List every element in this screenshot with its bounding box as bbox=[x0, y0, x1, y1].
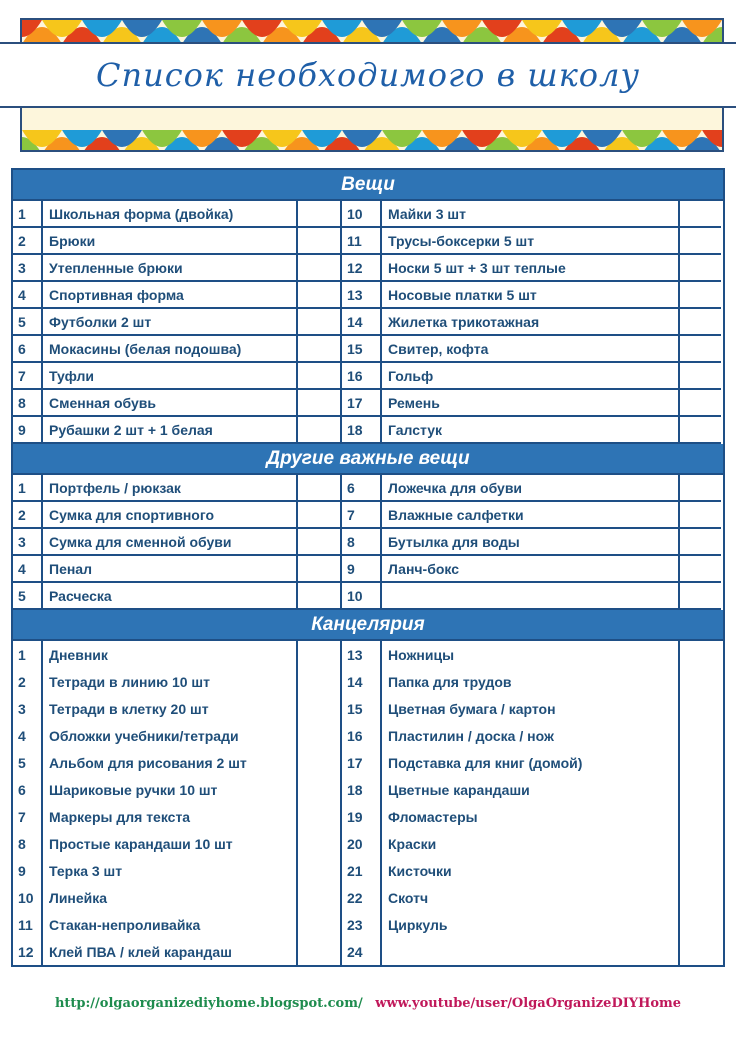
checkbox-cell[interactable] bbox=[298, 336, 342, 363]
item-number: 8 bbox=[13, 390, 43, 417]
item-label: Папка для трудов bbox=[382, 668, 680, 695]
item-label: Сменная обувь bbox=[43, 390, 298, 417]
item-number: 13 bbox=[342, 282, 382, 309]
checkbox-cell[interactable] bbox=[298, 502, 342, 529]
checkbox-cell[interactable] bbox=[298, 556, 342, 583]
checkbox-cell[interactable] bbox=[680, 201, 721, 228]
item-number: 2 bbox=[13, 502, 43, 529]
checkbox-cell[interactable] bbox=[680, 529, 721, 556]
item-label: Маркеры для текста bbox=[43, 803, 298, 830]
checkbox-cell[interactable] bbox=[680, 309, 721, 336]
item-number: 9 bbox=[13, 857, 43, 884]
checkbox-cell[interactable] bbox=[680, 475, 721, 502]
checkbox-cell[interactable] bbox=[298, 911, 342, 938]
checkbox-cell[interactable] bbox=[680, 556, 721, 583]
section-heading: Другие важные вещи bbox=[13, 444, 723, 475]
item-number: 5 bbox=[13, 749, 43, 776]
item-label: Шариковые ручки 10 шт bbox=[43, 776, 298, 803]
item-number: 10 bbox=[342, 201, 382, 228]
item-label: Брюки bbox=[43, 228, 298, 255]
item-number: 2 bbox=[13, 668, 43, 695]
item-label: Сумка для сменной обуви bbox=[43, 529, 298, 556]
checkbox-cell[interactable] bbox=[680, 668, 721, 695]
item-number: 3 bbox=[13, 695, 43, 722]
item-number: 8 bbox=[13, 830, 43, 857]
item-label: Скотч bbox=[382, 884, 680, 911]
checkbox-cell[interactable] bbox=[680, 803, 721, 830]
item-number: 6 bbox=[13, 776, 43, 803]
checkbox-cell[interactable] bbox=[298, 776, 342, 803]
item-label: Подставка для книг (домой) bbox=[382, 749, 680, 776]
footer bbox=[0, 996, 736, 1011]
item-label: Линейка bbox=[43, 884, 298, 911]
checklist-table bbox=[11, 168, 725, 967]
checkbox-cell[interactable] bbox=[680, 363, 721, 390]
checkbox-cell[interactable] bbox=[680, 911, 721, 938]
checkbox-cell[interactable] bbox=[680, 228, 721, 255]
checkbox-cell[interactable] bbox=[298, 803, 342, 830]
item-number: 16 bbox=[342, 722, 382, 749]
item-label: Дневник bbox=[43, 641, 298, 668]
item-label: Пенал bbox=[43, 556, 298, 583]
section-heading: Канцелярия bbox=[13, 610, 723, 641]
item-number: 18 bbox=[342, 417, 382, 444]
item-label: Галстук bbox=[382, 417, 680, 444]
item-label: Альбом для рисования 2 шт bbox=[43, 749, 298, 776]
checkbox-cell[interactable] bbox=[680, 641, 721, 668]
checkbox-cell[interactable] bbox=[298, 228, 342, 255]
item-label: Простые карандаши 10 шт bbox=[43, 830, 298, 857]
item-label: Рубашки 2 шт + 1 белая bbox=[43, 417, 298, 444]
checkbox-cell[interactable] bbox=[680, 722, 721, 749]
item-label: Цветные карандаши bbox=[382, 776, 680, 803]
item-number: 16 bbox=[342, 363, 382, 390]
checkbox-cell[interactable] bbox=[298, 309, 342, 336]
checkbox-cell[interactable] bbox=[298, 583, 342, 610]
item-number: 19 bbox=[342, 803, 382, 830]
item-label: Майки 3 шт bbox=[382, 201, 680, 228]
checkbox-cell[interactable] bbox=[298, 417, 342, 444]
checkbox-cell[interactable] bbox=[680, 857, 721, 884]
item-label bbox=[382, 938, 680, 965]
checkbox-cell[interactable] bbox=[680, 830, 721, 857]
item-label: Цветная бумага / картон bbox=[382, 695, 680, 722]
section-grid bbox=[13, 201, 723, 444]
item-number: 1 bbox=[13, 475, 43, 502]
item-label: Жилетка трикотажная bbox=[382, 309, 680, 336]
item-label: Ножницы bbox=[382, 641, 680, 668]
item-number: 2 bbox=[13, 228, 43, 255]
item-number: 1 bbox=[13, 641, 43, 668]
checkbox-cell[interactable] bbox=[298, 282, 342, 309]
checkbox-cell[interactable] bbox=[298, 749, 342, 776]
item-label: Влажные салфетки bbox=[382, 502, 680, 529]
item-number: 6 bbox=[13, 336, 43, 363]
item-label: Пластилин / доска / нож bbox=[382, 722, 680, 749]
item-number: 24 bbox=[342, 938, 382, 965]
blog-link[interactable]: http://olgaorganizediyhome.blogspot.com/ bbox=[54, 996, 363, 1011]
item-label: Утепленные брюки bbox=[43, 255, 298, 282]
item-label: Кисточки bbox=[382, 857, 680, 884]
banner-scallop bbox=[722, 20, 724, 37]
item-number: 4 bbox=[13, 722, 43, 749]
section-grid bbox=[13, 475, 723, 610]
item-label: Носки 5 шт + 3 шт теплые bbox=[382, 255, 680, 282]
item-number: 6 bbox=[342, 475, 382, 502]
checkbox-cell[interactable] bbox=[298, 857, 342, 884]
item-label: Циркуль bbox=[382, 911, 680, 938]
checkbox-cell[interactable] bbox=[298, 884, 342, 911]
checkbox-cell[interactable] bbox=[298, 668, 342, 695]
checkbox-cell[interactable] bbox=[680, 583, 721, 610]
checkbox-cell[interactable] bbox=[298, 201, 342, 228]
item-label: Ремень bbox=[382, 390, 680, 417]
checkbox-cell[interactable] bbox=[298, 390, 342, 417]
item-label: Терка 3 шт bbox=[43, 857, 298, 884]
item-number: 10 bbox=[342, 583, 382, 610]
item-label: Обложки учебники/тетради bbox=[43, 722, 298, 749]
item-label: Фломастеры bbox=[382, 803, 680, 830]
item-number: 18 bbox=[342, 776, 382, 803]
item-number: 5 bbox=[13, 309, 43, 336]
checkbox-cell[interactable] bbox=[298, 695, 342, 722]
item-number: 1 bbox=[13, 201, 43, 228]
item-label: Расческа bbox=[43, 583, 298, 610]
item-label: Краски bbox=[382, 830, 680, 857]
checkbox-cell[interactable] bbox=[680, 502, 721, 529]
item-label: Школьная форма (двойка) bbox=[43, 201, 298, 228]
item-number: 7 bbox=[13, 363, 43, 390]
item-number: 17 bbox=[342, 749, 382, 776]
item-number: 14 bbox=[342, 668, 382, 695]
item-number: 10 bbox=[13, 884, 43, 911]
item-number: 11 bbox=[342, 228, 382, 255]
item-number: 3 bbox=[13, 255, 43, 282]
item-number: 15 bbox=[342, 695, 382, 722]
checkbox-cell[interactable] bbox=[298, 529, 342, 556]
checkbox-cell[interactable] bbox=[680, 282, 721, 309]
item-label: Ложечка для обуви bbox=[382, 475, 680, 502]
section-heading: Вещи bbox=[13, 170, 723, 201]
item-label: Трусы-боксерки 5 шт bbox=[382, 228, 680, 255]
item-number: 15 bbox=[342, 336, 382, 363]
item-label: Стакан-непроливайка bbox=[43, 911, 298, 938]
item-label: Мокасины (белая подошва) bbox=[43, 336, 298, 363]
item-number: 13 bbox=[342, 641, 382, 668]
banner-scallop bbox=[722, 137, 724, 152]
item-number: 3 bbox=[13, 529, 43, 556]
checkbox-cell[interactable] bbox=[680, 749, 721, 776]
youtube-link[interactable]: www.youtube/user/OlgaOrganizeDIYHome bbox=[375, 996, 682, 1011]
item-number: 12 bbox=[342, 255, 382, 282]
item-label: Футболки 2 шт bbox=[43, 309, 298, 336]
item-number: 7 bbox=[13, 803, 43, 830]
item-number: 9 bbox=[342, 556, 382, 583]
checkbox-cell[interactable] bbox=[680, 884, 721, 911]
title-band bbox=[0, 42, 736, 108]
section-grid bbox=[13, 641, 723, 965]
checkbox-cell[interactable] bbox=[680, 336, 721, 363]
checkbox-cell[interactable] bbox=[298, 641, 342, 668]
checkbox-cell[interactable] bbox=[298, 830, 342, 857]
item-label: Гольф bbox=[382, 363, 680, 390]
checkbox-cell[interactable] bbox=[680, 695, 721, 722]
item-label: Спортивная форма bbox=[43, 282, 298, 309]
item-number: 9 bbox=[13, 417, 43, 444]
item-label: Клей ПВА / клей карандаш bbox=[43, 938, 298, 965]
item-number: 14 bbox=[342, 309, 382, 336]
item-label: Портфель / рюкзак bbox=[43, 475, 298, 502]
checkbox-cell[interactable] bbox=[298, 475, 342, 502]
checkbox-cell[interactable] bbox=[298, 255, 342, 282]
item-number: 21 bbox=[342, 857, 382, 884]
item-number: 17 bbox=[342, 390, 382, 417]
checkbox-cell[interactable] bbox=[680, 776, 721, 803]
item-number: 11 bbox=[13, 911, 43, 938]
checkbox-cell[interactable] bbox=[298, 722, 342, 749]
checkbox-cell[interactable] bbox=[680, 938, 721, 965]
item-label: Тетради в линию 10 шт bbox=[43, 668, 298, 695]
item-number: 22 bbox=[342, 884, 382, 911]
checkbox-cell[interactable] bbox=[680, 417, 721, 444]
item-label bbox=[382, 583, 680, 610]
item-label: Сумка для спортивного bbox=[43, 502, 298, 529]
checkbox-cell[interactable] bbox=[298, 363, 342, 390]
item-label: Тетради в клетку 20 шт bbox=[43, 695, 298, 722]
item-number: 23 bbox=[342, 911, 382, 938]
item-label: Свитер, кофта bbox=[382, 336, 680, 363]
item-number: 4 bbox=[13, 282, 43, 309]
item-number: 4 bbox=[13, 556, 43, 583]
item-label: Туфли bbox=[43, 363, 298, 390]
checkbox-cell[interactable] bbox=[680, 390, 721, 417]
item-number: 8 bbox=[342, 529, 382, 556]
checkbox-cell[interactable] bbox=[298, 938, 342, 965]
item-label: Ланч-бокс bbox=[382, 556, 680, 583]
page-title: Список необходимого в школу bbox=[95, 56, 640, 94]
item-number: 7 bbox=[342, 502, 382, 529]
item-label: Носовые платки 5 шт bbox=[382, 282, 680, 309]
item-number: 12 bbox=[13, 938, 43, 965]
item-number: 5 bbox=[13, 583, 43, 610]
item-number: 20 bbox=[342, 830, 382, 857]
item-label: Бутылка для воды bbox=[382, 529, 680, 556]
checkbox-cell[interactable] bbox=[680, 255, 721, 282]
